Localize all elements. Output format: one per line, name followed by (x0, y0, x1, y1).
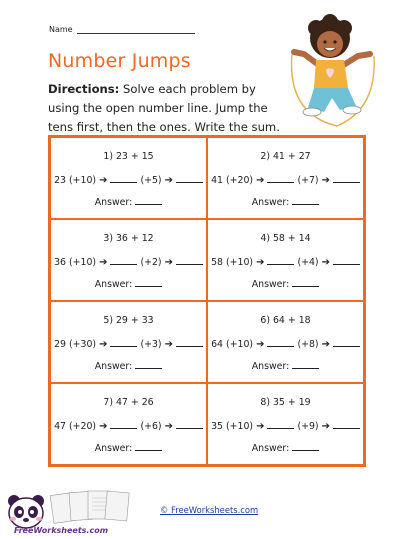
problem-title: 3) 36 + 12 (103, 233, 154, 244)
arrow-icon: ➔ (164, 339, 173, 350)
answer-blank[interactable] (292, 360, 319, 369)
sum-blank[interactable] (333, 420, 360, 429)
answer-row (208, 196, 363, 208)
problem-cell (50, 137, 207, 219)
tens-jump: (+10) (225, 257, 254, 268)
tens-blank[interactable] (110, 420, 137, 429)
problem-cell (50, 219, 207, 301)
ones-jump: (+3) (140, 339, 162, 350)
arrow-icon: ➔ (256, 257, 265, 268)
answer-blank[interactable] (135, 196, 162, 205)
answer-blank[interactable] (292, 278, 319, 287)
name-field[interactable] (77, 24, 195, 34)
start-number: 23 (54, 175, 66, 186)
tens-blank[interactable] (267, 256, 294, 265)
problem-cell (207, 219, 364, 301)
start-number: 58 (211, 257, 223, 268)
answer-row (208, 278, 363, 290)
tens-jump: (+10) (68, 257, 97, 268)
tens-blank[interactable] (267, 174, 294, 183)
tens-jump: (+20) (225, 175, 254, 186)
arrow-icon: ➔ (99, 175, 108, 186)
arrow-icon: ➔ (164, 421, 173, 432)
start-number: 29 (54, 339, 66, 350)
answer-blank[interactable] (135, 442, 162, 451)
answer-blank[interactable] (292, 196, 319, 205)
number-line-equation (51, 256, 206, 268)
problem-title: 8) 35 + 19 (260, 397, 311, 408)
answer-label: Answer: (251, 279, 290, 290)
answer-blank[interactable] (135, 278, 162, 287)
answer-row (208, 360, 363, 372)
ones-jump: (+5) (140, 175, 162, 186)
number-line-equation (51, 338, 206, 350)
arrow-icon: ➔ (321, 421, 330, 432)
arrow-icon: ➔ (164, 175, 173, 186)
arrow-icon: ➔ (99, 421, 108, 432)
answer-row (208, 442, 363, 454)
answer-blank[interactable] (292, 442, 319, 451)
answer-label: Answer: (94, 361, 133, 372)
tens-jump: (+20) (68, 421, 97, 432)
tens-blank[interactable] (267, 338, 294, 347)
sum-blank[interactable] (333, 338, 360, 347)
number-line-equation (208, 338, 363, 350)
sum-blank[interactable] (176, 338, 203, 347)
number-line-equation (208, 174, 363, 186)
tens-blank[interactable] (110, 174, 137, 183)
footer-link[interactable]: © FreeWorksheets.com (160, 505, 259, 515)
problem-title: 7) 47 + 26 (103, 397, 154, 408)
start-number: 47 (54, 421, 66, 432)
problem-cell (50, 301, 207, 383)
answer-label: Answer: (94, 197, 133, 208)
directions-text: Solve each problem by using the open number line. Jump the tens first, then the ones. Write the sum. (48, 82, 280, 134)
ones-jump: (+7) (297, 175, 319, 186)
answer-label: Answer: (251, 361, 290, 372)
arrow-icon: ➔ (321, 257, 330, 268)
start-number: 41 (211, 175, 223, 186)
problem-cell (207, 301, 364, 383)
problem-title: 2) 41 + 27 (260, 151, 311, 162)
directions (48, 80, 280, 137)
answer-label: Answer: (251, 197, 290, 208)
number-line-equation (51, 420, 206, 432)
arrow-icon: ➔ (256, 175, 265, 186)
ones-jump: (+9) (297, 421, 319, 432)
worksheet-stack-icon (48, 488, 133, 526)
arrow-icon: ➔ (321, 339, 330, 350)
sum-blank[interactable] (176, 256, 203, 265)
problem-title: 5) 29 + 33 (103, 315, 154, 326)
arrow-icon: ➔ (256, 339, 265, 350)
problem-title: 1) 23 + 15 (103, 151, 154, 162)
name-row (49, 24, 195, 34)
start-number: 36 (54, 257, 66, 268)
answer-row (51, 196, 206, 208)
brand-logo-text: FreeWorksheets.com (14, 526, 109, 535)
answer-row (51, 278, 206, 290)
number-line-equation (208, 420, 363, 432)
problem-grid (48, 135, 366, 467)
page-title: Number Jumps (48, 50, 191, 72)
number-line-equation (51, 174, 206, 186)
ones-jump: (+8) (297, 339, 319, 350)
answer-row (51, 360, 206, 372)
directions-label: Directions: (48, 82, 120, 96)
sum-blank[interactable] (176, 174, 203, 183)
arrow-icon: ➔ (321, 175, 330, 186)
tens-blank[interactable] (110, 256, 137, 265)
arrow-icon: ➔ (99, 339, 108, 350)
ones-jump: (+6) (140, 421, 162, 432)
tens-jump: (+10) (225, 421, 254, 432)
sum-blank[interactable] (333, 256, 360, 265)
problem-title: 4) 58 + 14 (260, 233, 311, 244)
tens-blank[interactable] (267, 420, 294, 429)
name-label: Name (49, 25, 73, 34)
answer-label: Answer: (94, 279, 133, 290)
jumping-kid-illustration (282, 14, 382, 134)
answer-label: Answer: (94, 443, 133, 454)
problem-title: 6) 64 + 18 (260, 315, 311, 326)
sum-blank[interactable] (333, 174, 360, 183)
problem-cell (207, 383, 364, 465)
sum-blank[interactable] (176, 420, 203, 429)
answer-label: Answer: (251, 443, 290, 454)
tens-jump: (+30) (68, 339, 97, 350)
number-line-equation (208, 256, 363, 268)
tens-jump: (+10) (225, 339, 254, 350)
answer-row (51, 442, 206, 454)
start-number: 35 (211, 421, 223, 432)
answer-blank[interactable] (135, 360, 162, 369)
problem-cell (207, 137, 364, 219)
arrow-icon: ➔ (256, 421, 265, 432)
tens-blank[interactable] (110, 338, 137, 347)
ones-jump: (+2) (140, 257, 162, 268)
ones-jump: (+4) (297, 257, 319, 268)
tens-jump: (+10) (68, 175, 97, 186)
start-number: 64 (211, 339, 223, 350)
problem-cell (50, 383, 207, 465)
arrow-icon: ➔ (164, 257, 173, 268)
arrow-icon: ➔ (99, 257, 108, 268)
